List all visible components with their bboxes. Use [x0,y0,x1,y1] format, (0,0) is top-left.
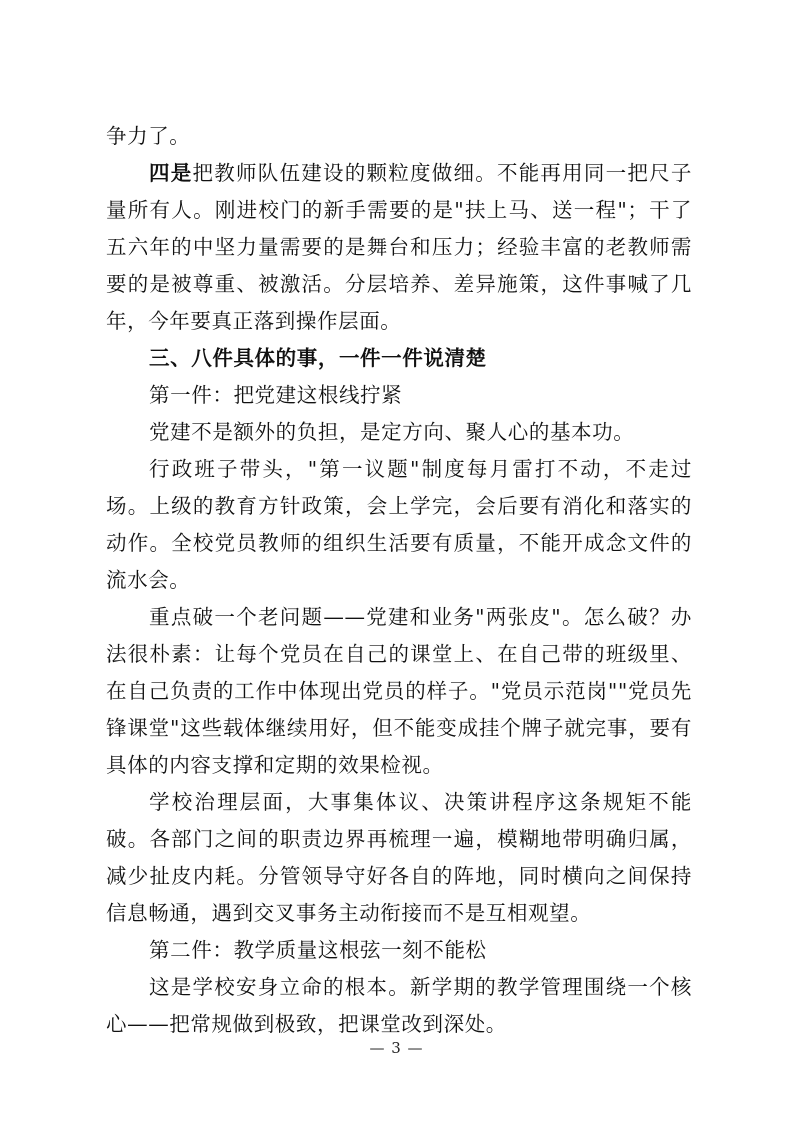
paragraph-teaching-quality: 这是学校安身立命的根本。新学期的教学管理围绕一个核心——把常规做到极致，把课堂改到深处。 [106,975,692,1036]
item-one-title: 第一件：把党建这根线拧紧 [149,383,403,407]
page-number: — 3 — [369,1039,424,1057]
paragraph-administration: 行政班子带头，"第一议题"制度每月雷打不动，不走过场。上级的教育方针政策，会上学完，会后要有消化和落实的动作。全校党员教师的组织生活要有质量，不能开成念文件的流水会。 [106,457,692,592]
section-heading-three: 三、八件具体的事，一件一件说清楚 [149,346,487,370]
paragraph-two-skins: 重点破一个老问题——党建和业务"两张皮"。怎么破？办法很朴素：让每个党员在自己的课堂上、在自己带的班级里、在自己负责的工作中体现出党员的样子。"党员示范岗""党员先锋课堂"这些载体继续用好，但不能变成挂个牌子就完事，要有具体的内容支撑和定期的效果检视。 [106,605,692,777]
paragraph-teacher-team [106,155,692,340]
paragraph-teacher-team-text: 把教师队伍建设的颗粒度做细。不能再用同一把尺子量所有人。刚进校门的新手需要的是"扶上马、送一程"；干了五六年的中坚力量需要的是舞台和压力；经验丰富的老教师需要的是被尊重、被激活。分层培养、差异施策，这件事喊了几年，今年要真正落到操作层面。 [106,161,692,333]
item-two-title: 第二件：教学质量这根弦一刻不能松 [149,938,487,962]
document-body [106,118,692,1043]
paragraph-continuation: 争力了。 [106,124,191,148]
paragraph-party-building: 党建不是额外的负担，是定方向、聚人心的基本功。 [149,420,635,444]
paragraph-school-governance: 学校治理层面，大事集体议、决策讲程序这条规矩不能破。各部门之间的职责边界再梳理一遍，模糊地带明确归属，减少扯皮内耗。分管领导守好各自的阵地，同时横向之间保持信息畅通，遇到交叉事务主动衔接而不是互相观望。 [106,790,692,925]
paragraph-lead-bold: 四是 [149,161,193,185]
